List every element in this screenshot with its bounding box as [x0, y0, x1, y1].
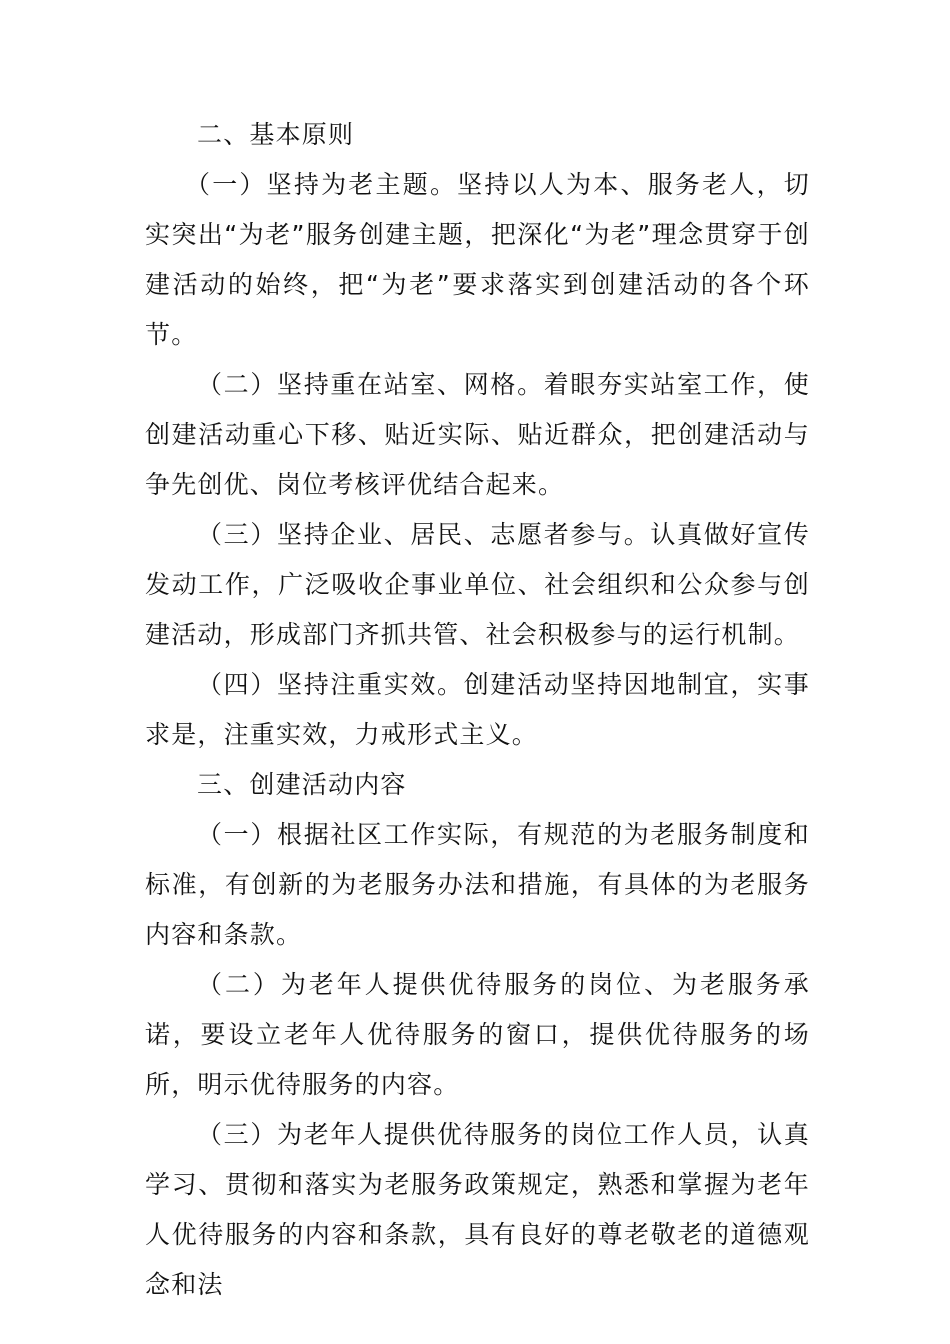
- paragraph-principle-2: （二）坚持重在站室、网格。着眼夯实站室工作，使创建活动重心下移、贴近实际、贴近群众，把创建活动与争先创优、岗位考核评优结合起来。: [145, 370, 810, 499]
- paragraph-principle-4: （四）坚持注重实效。创建活动坚持因地制宜，实事求是，注重实效，力戒形式主义。: [145, 670, 810, 749]
- section-heading-activity-content: 三、创建活动内容: [197, 770, 407, 799]
- paragraph-content-2: （二）为老年人提供优待服务的岗位、为老服务承诺，要设立老年人优待服务的窗口，提供优待服务的场所，明示优待服务的内容。: [145, 970, 810, 1099]
- paragraph-principle-1: （一）坚持为老主题。坚持以人为本、服务老人，切实突出“为老”服务创建主题，把深化“为老”理念贯穿于创建活动的始终，把“为老”要求落实到创建活动的各个环节。: [145, 170, 810, 349]
- paragraph-principle-3: （三）坚持企业、居民、志愿者参与。认真做好宣传发动工作，广泛吸收企事业单位、社会组织和公众参与创建活动，形成部门齐抓共管、社会积极参与的运行机制。: [145, 520, 810, 649]
- paragraph-content-1: （一）根据社区工作实际，有规范的为老服务制度和标准，有创新的为老服务办法和措施，有具体的为老服务内容和条款。: [145, 820, 810, 949]
- document-body: [145, 110, 810, 1310]
- paragraph-content-3: （三）为老年人提供优待服务的岗位工作人员，认真学习、贯彻和落实为老服务政策规定，熟悉和掌握为老年人优待服务的内容和条款，具有良好的尊老敬老的道德观念和法: [145, 1120, 810, 1299]
- section-heading-basic-principles: 二、基本原则: [197, 120, 355, 149]
